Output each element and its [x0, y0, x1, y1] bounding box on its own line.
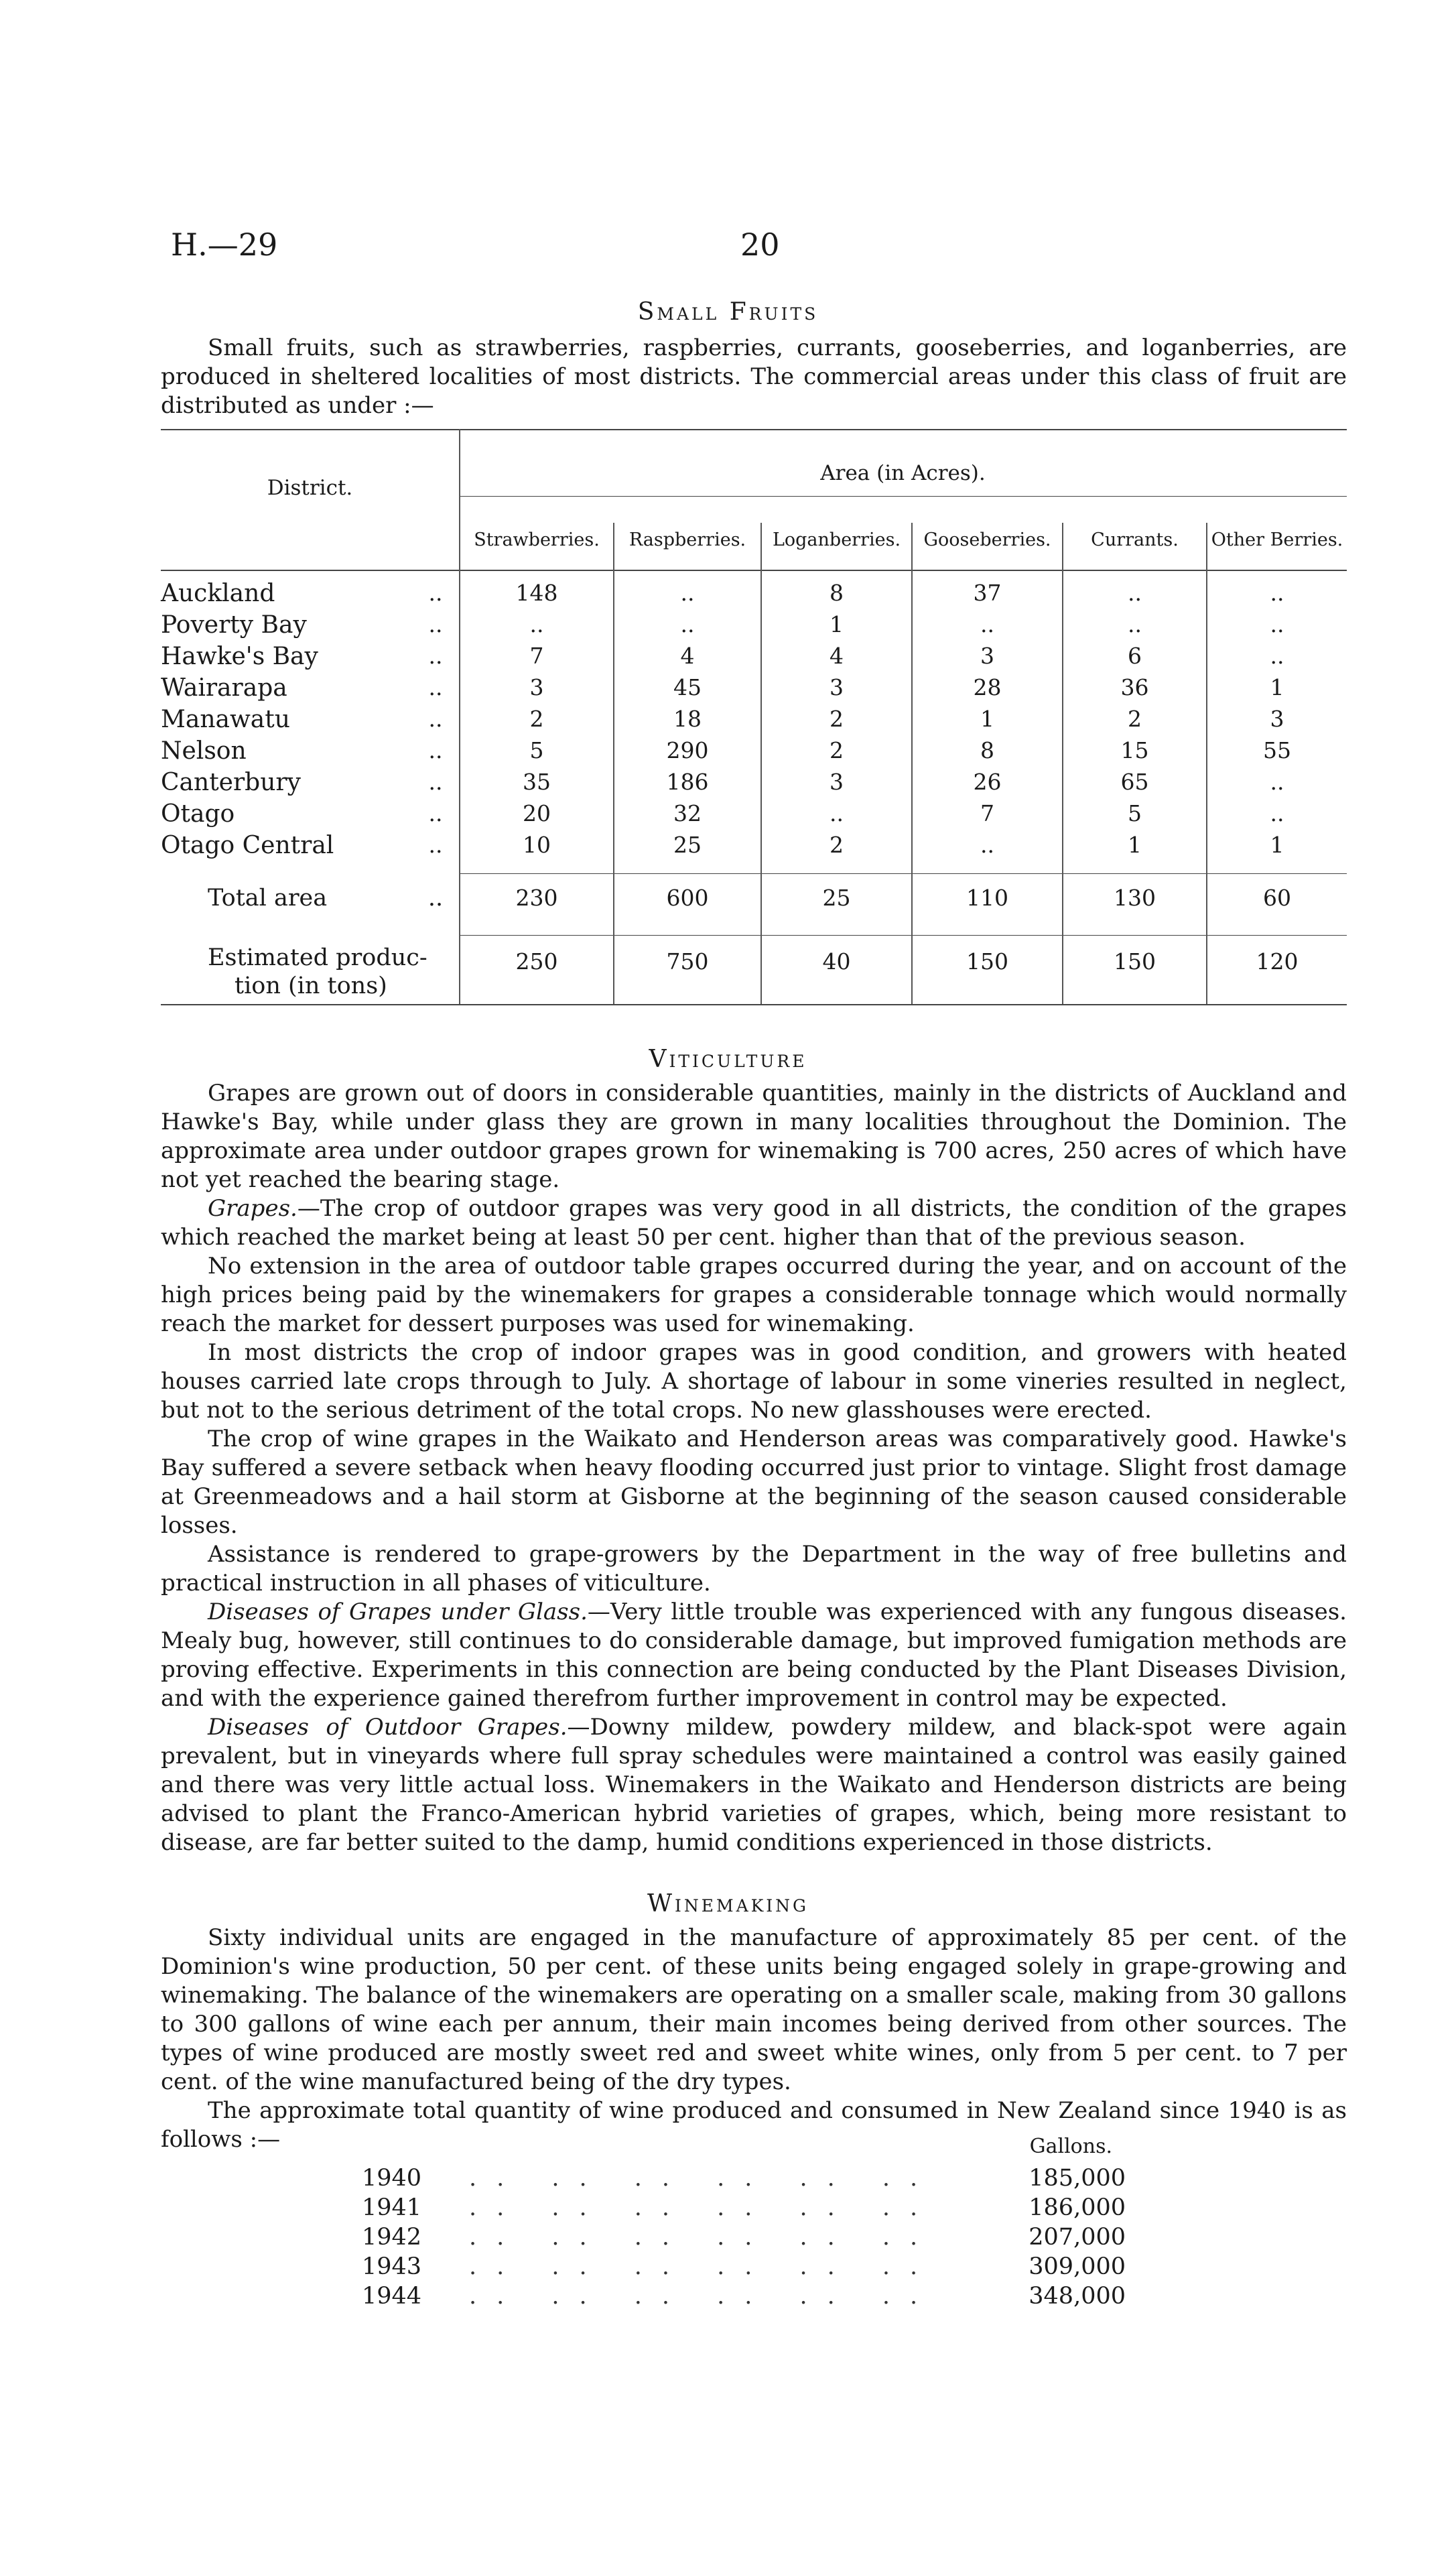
- table-cell: 25: [673, 832, 702, 858]
- col-header-raspberries: Raspberries.: [628, 529, 746, 550]
- table-cell: ..: [680, 611, 695, 637]
- table-cell: 250: [515, 948, 558, 975]
- table-cell: 37: [973, 580, 1002, 606]
- viticulture-para-8: Diseases of Outdoor Grapes.—Downy mildew, powdery mildew, and black-spot were again prevalent, but in vineyards where full spray schedules were maintained a control was easily gained and there was very little actual loss. Winemakers in the Waikato and Henderson districts are being advised to plant the Franco-American hybrid varieties of grapes, which, being more resistant to disease, are far better suited to the damp, humid conditions experienced in those districts.: [161, 1714, 1347, 1856]
- section-title-viticulture: Viticulture: [649, 1046, 807, 1073]
- table-cell: 3: [830, 674, 844, 700]
- leader-dots: ..: [428, 674, 443, 700]
- table-cell: 1: [980, 706, 994, 732]
- wine-gallons: 207,000: [1029, 2224, 1126, 2251]
- col-header-other-berries: Other Berries.: [1211, 529, 1343, 550]
- leader-dots: ..: [428, 706, 443, 732]
- district-name: Nelson: [161, 737, 247, 765]
- table-cell: 7: [529, 643, 544, 669]
- table-cell: ..: [980, 832, 994, 858]
- production-top-rule: [459, 935, 1347, 936]
- total-top-rule: [459, 873, 1347, 874]
- table-cell: 1: [1128, 832, 1142, 858]
- wine-gallons: 186,000: [1029, 2194, 1126, 2221]
- table-cell: 2: [830, 832, 844, 858]
- viticulture-para-4: In most districts the crop of indoor grapes was in good condition, and growers with heated houses carried late crops through to July. A shortage of labour in some vineries resulted in neglect, but not to the serious detriment of the total crops. No new glasshouses were erected.: [161, 1339, 1347, 1424]
- col-header-loganberries: Loganberries.: [772, 529, 901, 550]
- table-cell: ..: [980, 611, 994, 637]
- table-cell: 3: [830, 769, 844, 795]
- leader-dots: ..: [428, 832, 443, 858]
- table-cell: ..: [1270, 769, 1284, 795]
- table-cell: 1: [830, 611, 844, 637]
- district-name: Hawke's Bay: [161, 643, 318, 670]
- section-title-small-fruits: Small Fruits: [637, 298, 819, 326]
- table-cell: 4: [680, 643, 695, 669]
- table-cell: ..: [830, 800, 844, 826]
- district-name: Manawatu: [161, 706, 290, 733]
- table-cell: 32: [673, 800, 702, 826]
- table-cell: 8: [980, 737, 994, 763]
- production-label-line-1: Estimated produc-: [208, 944, 427, 971]
- header-bottom-rule: [161, 570, 1347, 571]
- table-cell: 25: [822, 885, 851, 911]
- leader-dots: .. .. .. .. .. ..: [469, 2224, 938, 2251]
- group-rule: [459, 496, 1347, 497]
- table-cell: 35: [523, 769, 551, 795]
- table-cell: 1: [1270, 832, 1284, 858]
- table-cell: 150: [1114, 948, 1156, 975]
- table-cell: 7: [980, 800, 994, 826]
- wine-production-table: [362, 2135, 1166, 2349]
- small-fruits-table: [161, 429, 1347, 1005]
- table-cell: 5: [1128, 800, 1142, 826]
- total-area-label: Total area: [208, 885, 328, 912]
- district-name: Auckland: [161, 580, 275, 607]
- table-cell: 120: [1256, 948, 1299, 975]
- table-cell: 600: [666, 885, 709, 911]
- table-cell: ..: [1128, 580, 1142, 606]
- table-cell: 40: [822, 948, 851, 975]
- table-cell: 5: [529, 737, 544, 763]
- area-group-header: Area (in Acres).: [820, 461, 986, 485]
- page-number: 20: [740, 227, 780, 263]
- table-cell: ..: [1128, 611, 1142, 637]
- wine-year: 1940: [362, 2165, 422, 2192]
- viticulture-text: [161, 1079, 1347, 1857]
- gallons-unit-header: Gallons.: [1029, 2135, 1112, 2158]
- table-cell: 60: [1263, 885, 1291, 911]
- wine-gallons: 185,000: [1029, 2165, 1126, 2192]
- table-cell: 2: [830, 706, 844, 732]
- col-header-strawberries: Strawberries.: [474, 529, 600, 550]
- table-top-rule: [161, 429, 1347, 430]
- table-cell: ..: [1270, 580, 1284, 606]
- production-label-line-2: tion (in tons): [235, 973, 387, 999]
- district-name: Otago: [161, 800, 235, 828]
- table-cell: 186: [666, 769, 709, 795]
- district-name: Otago Central: [161, 832, 334, 859]
- wine-year: 1941: [362, 2194, 422, 2221]
- table-cell: 1: [1270, 674, 1284, 700]
- wine-gallons: 309,000: [1029, 2253, 1126, 2280]
- table-cell: 230: [515, 885, 558, 911]
- table-cell: 6: [1128, 643, 1142, 669]
- total-leader-dots: ..: [427, 885, 444, 912]
- table-cell: 65: [1120, 769, 1149, 795]
- wine-year-row: [362, 2165, 1166, 2193]
- wine-year-row: [362, 2224, 1166, 2252]
- viticulture-para-5: The crop of wine grapes in the Waikato and Henderson areas was comparatively good. Hawke's Bay suffered a severe setback when heavy flooding occurred just prior to vintage. Slight frost damage at Greenmeadows and a hail storm at Gisborne at the beginning of the season caused considerable losses.: [161, 1426, 1347, 1539]
- leader-dots: ..: [428, 611, 443, 637]
- small-fruits-intro: Small fruits, such as strawberries, raspberries, currants, gooseberries, and loganberries, are produced in sheltered localities of most districts. The commercial areas under this class of fruit are distributed as under :—: [161, 334, 1347, 419]
- table-cell: 3: [529, 674, 544, 700]
- viticulture-para-6: Assistance is rendered to grape-growers by the Department in the way of free bulletins and practical instruction in all phases of viticulture.: [161, 1541, 1347, 1597]
- table-cell: 130: [1114, 885, 1156, 911]
- col-header-gooseberries: Gooseberries.: [923, 529, 1051, 550]
- leader-dots: .. .. .. .. .. ..: [469, 2194, 938, 2221]
- table-cell: 2: [529, 706, 544, 732]
- district-header: District.: [267, 476, 353, 500]
- table-cell: 3: [1270, 706, 1284, 732]
- table-cell: ..: [1270, 800, 1284, 826]
- table-cell: 55: [1263, 737, 1291, 763]
- table-bottom-rule: [161, 1004, 1347, 1005]
- table-cell: 110: [966, 885, 1008, 911]
- viticulture-para-3: No extension in the area of outdoor table grapes occurred during the year, and on account of the high prices being paid by the winemakers for grapes a considerable tonnage which would normally reach the market for dessert purposes was used for winemaking.: [161, 1253, 1347, 1337]
- table-cell: 15: [1120, 737, 1149, 763]
- table-cell: 28: [973, 674, 1002, 700]
- leader-dots: .. .. .. .. .. ..: [469, 2253, 938, 2280]
- wine-year: 1944: [362, 2283, 422, 2310]
- winemaking-text: [161, 1924, 1347, 2154]
- leader-dots: ..: [428, 769, 443, 795]
- col-header-currants: Currants.: [1091, 529, 1179, 550]
- leader-dots: ..: [428, 643, 443, 669]
- leader-dots: .. .. .. .. .. ..: [469, 2165, 938, 2192]
- section-title-winemaking: Winemaking: [647, 1890, 809, 1918]
- leader-dots: ..: [428, 580, 443, 606]
- table-cell: ..: [680, 580, 695, 606]
- winemaking-para-2: The approximate total quantity of wine produced and consumed in New Zealand since 1940 is as follows :—: [161, 2097, 1347, 2153]
- viticulture-para-1: Grapes are grown out of doors in considerable quantities, mainly in the districts of Auckland and Hawke's Bay, while under glass they are grown in many localities throughout the Dominion. The approximate area under outdoor grapes grown for winemaking is 700 acres, 250 acres of which have not yet reached the bearing stage.: [161, 1080, 1347, 1193]
- table-cell: 2: [830, 737, 844, 763]
- table-cell: 18: [673, 706, 702, 732]
- table-cell: 148: [515, 580, 558, 606]
- wine-gallons: 348,000: [1029, 2283, 1126, 2310]
- leader-dots: ..: [428, 800, 443, 826]
- table-cell: 150: [966, 948, 1008, 975]
- table-cell: 10: [523, 832, 551, 858]
- table-cell: ..: [1270, 643, 1284, 669]
- table-cell: 26: [973, 769, 1002, 795]
- document-reference: H.—29: [171, 227, 278, 263]
- table-cell: 290: [666, 737, 709, 763]
- leader-dots: ..: [428, 737, 443, 763]
- table-cell: ..: [529, 611, 544, 637]
- wine-year-row: [362, 2283, 1166, 2311]
- wine-year-row: [362, 2253, 1166, 2281]
- table-cell: 3: [980, 643, 994, 669]
- table-cell: 45: [673, 674, 702, 700]
- wine-year-row: [362, 2194, 1166, 2223]
- table-cell: 2: [1128, 706, 1142, 732]
- winemaking-para-1: Sixty individual units are engaged in the manufacture of approximately 85 per cent. of the Dominion's wine production, 50 per cent. of these units being engaged solely in grape-growing and winemaking. The balance of the winemakers are operating on a smaller scale, making from 30 gallons to 300 gallons of wine each per annum, their main incomes being derived from other sources. The types of wine produced are mostly sweet red and sweet white wines, only from 5 per cent. to 7 per cent. of the wine manufactured being of the dry types.: [161, 1924, 1347, 2095]
- district-name: Canterbury: [161, 769, 301, 796]
- table-cell: 8: [830, 580, 844, 606]
- viticulture-para-2: Grapes.—The crop of outdoor grapes was very good in all districts, the condition of the grapes which reached the market being at least 50 per cent. higher than that of the previous season.: [161, 1195, 1347, 1251]
- district-name: Poverty Bay: [161, 611, 307, 639]
- table-cell: 20: [523, 800, 551, 826]
- district-name: Wairarapa: [161, 674, 287, 702]
- table-cell: ..: [1270, 611, 1284, 637]
- table-cell: 750: [666, 948, 709, 975]
- leader-dots: .. .. .. .. .. ..: [469, 2283, 938, 2310]
- production-label: [208, 944, 462, 1000]
- wine-year: 1942: [362, 2224, 422, 2251]
- viticulture-para-7: Diseases of Grapes under Glass.—Very little trouble was experienced with any fungous diseases. Mealy bug, however, still continues to do considerable damage, but improved fumigation methods are proving effective. Experiments in this connection are being conducted by the Plant Diseases Division, and with the experience gained therefrom further improvement in control may be expected.: [161, 1599, 1347, 1712]
- wine-year: 1943: [362, 2253, 422, 2280]
- table-cell: 36: [1120, 674, 1149, 700]
- table-cell: 4: [830, 643, 844, 669]
